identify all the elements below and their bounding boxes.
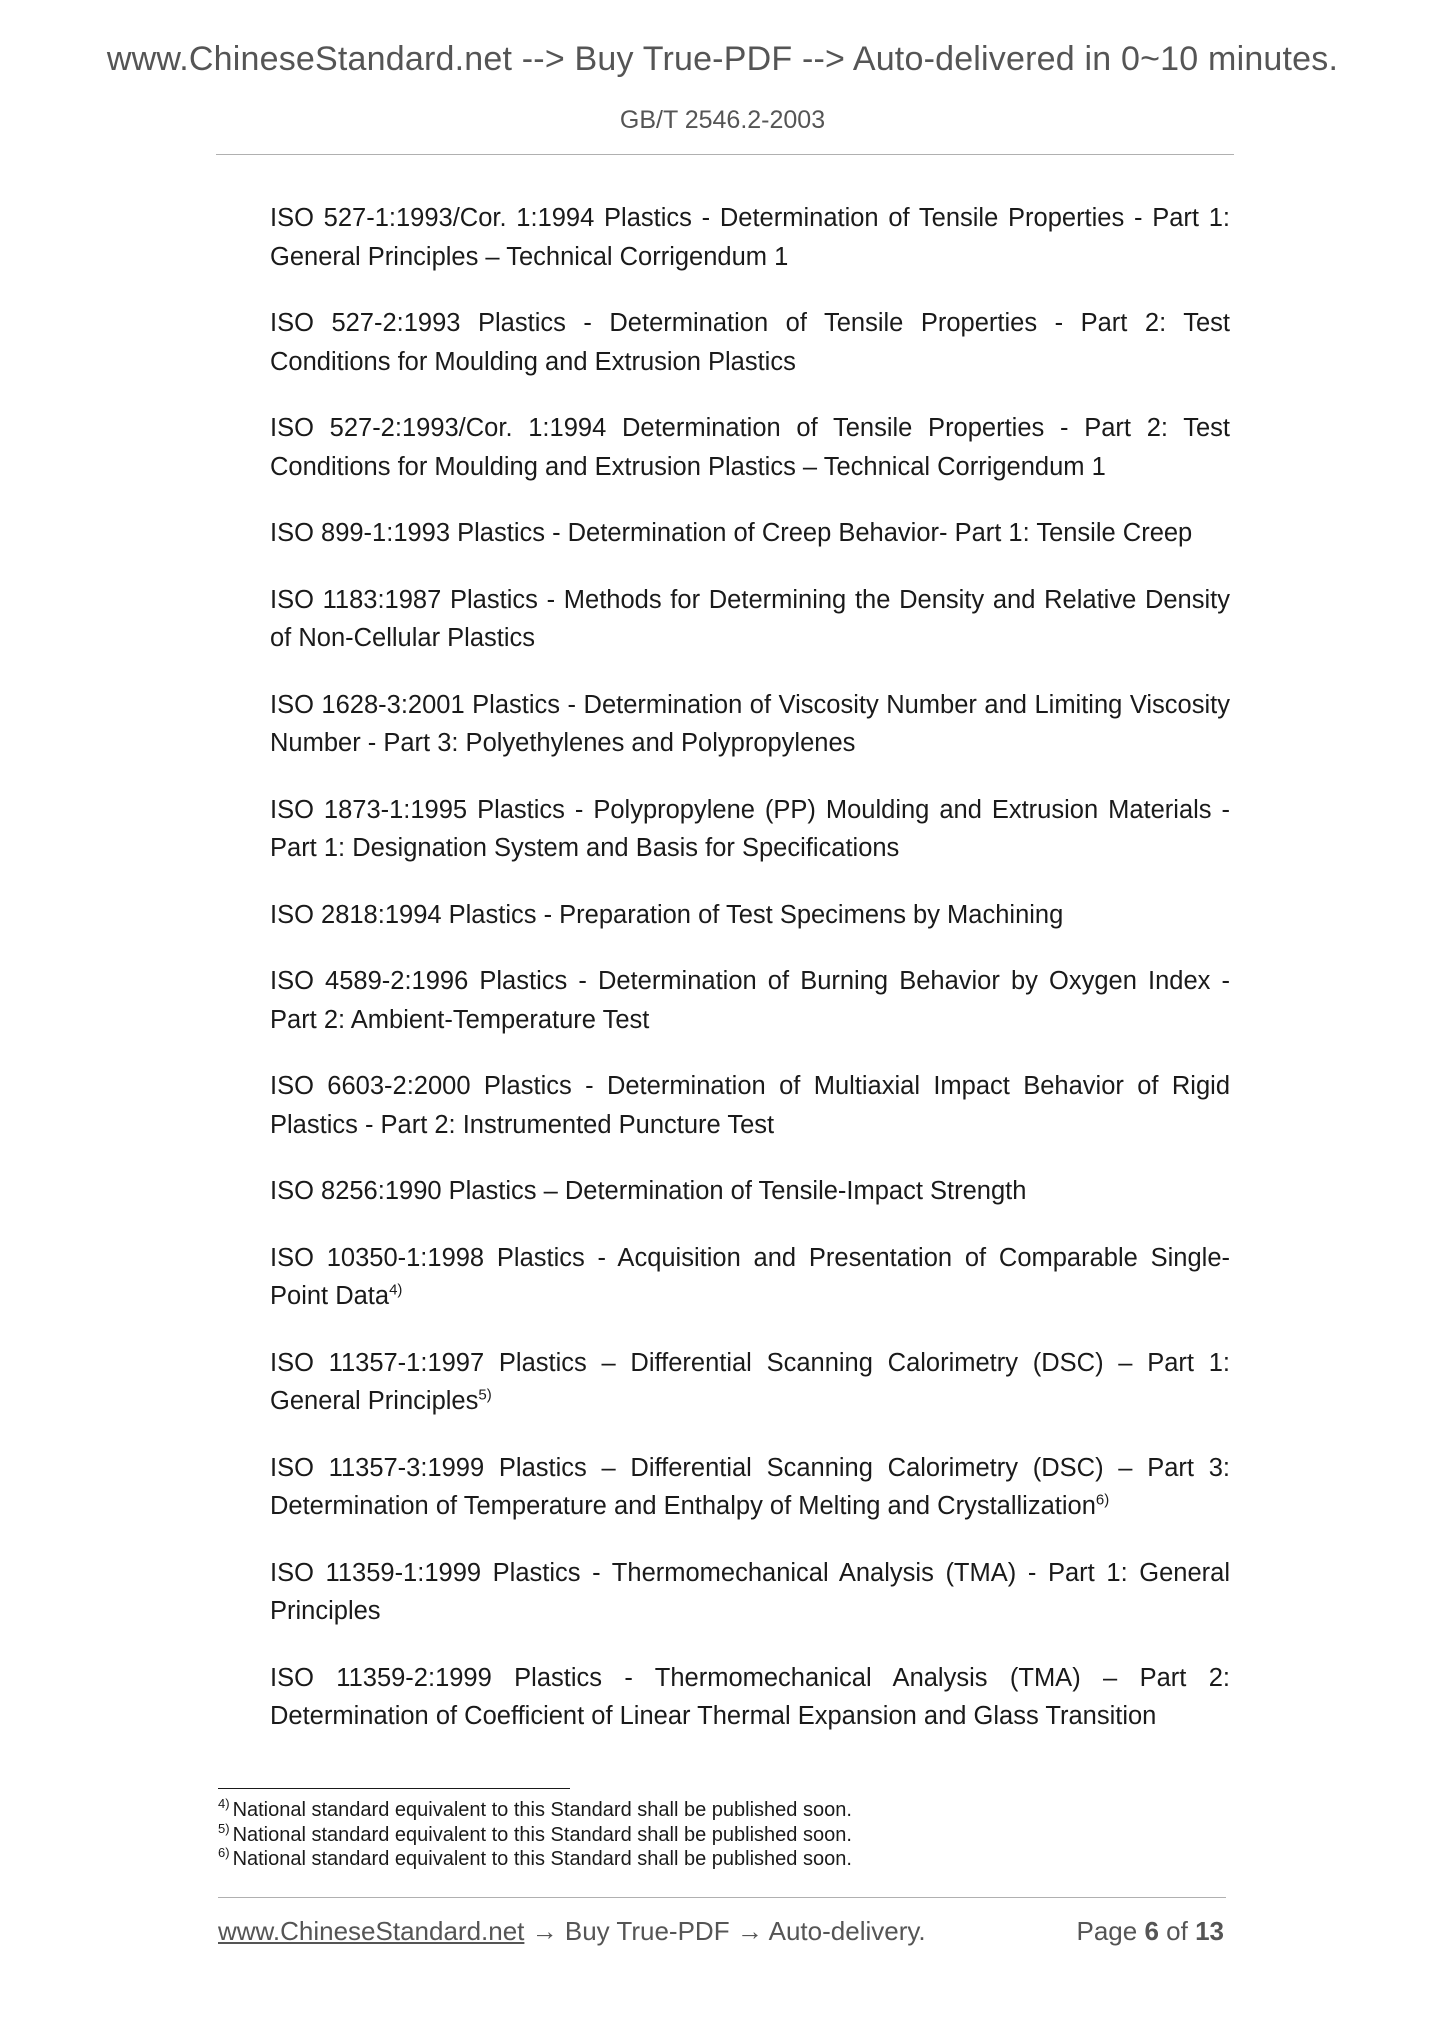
reference-item (270, 581, 1230, 658)
reference-item (270, 1067, 1230, 1144)
reference-item (270, 1344, 1230, 1421)
document-code: GB/T 2546.2-2003 (619, 106, 826, 134)
footnotes-list (218, 1798, 1228, 1872)
reference-item (270, 962, 1230, 1039)
reference-text: ISO 1873-1:1995 Plastics - Polypropylene (PP) Moulding and Extrusion Materials - Part 1: Designation System and Basis for Specifications (270, 795, 1230, 862)
reference-item (270, 1172, 1230, 1211)
reference-item (270, 514, 1230, 553)
header-divider (216, 154, 1234, 155)
footnote-item (218, 1820, 1228, 1848)
reference-text: ISO 11359-1:1999 Plastics - Thermomechanical Analysis (TMA) - Part 1: General Principles (270, 1558, 1230, 1625)
footer-promo (218, 1916, 926, 1947)
reference-text: ISO 11357-3:1999 Plastics – Differential Scanning Calorimetry (DSC) – Part 3: Determination of Temperature and Enthalpy of Melting and Crystallization (270, 1453, 1230, 1520)
reference-item (270, 199, 1230, 276)
reference-text: ISO 1628-3:2001 Plastics - Determination of Viscosity Number and Limiting Viscosity Number - Part 3: Polyethylenes and Polypropylenes (270, 690, 1230, 757)
reference-text: ISO 899-1:1993 Plastics - Determination of Creep Behavior- Part 1: Tensile Creep (270, 519, 1193, 547)
reference-text: ISO 8256:1990 Plastics – Determination of Tensile-Impact Strength (270, 1177, 1027, 1205)
footnote-item (218, 1798, 1228, 1823)
reference-text: ISO 1183:1987 Plastics - Methods for Determining the Density and Relative Density of Non-Cellular Plastics (270, 585, 1230, 652)
footer-buy-text: Buy True-PDF (564, 1916, 730, 1946)
reference-text: ISO 527-1:1993/Cor. 1:1994 Plastics - Determination of Tensile Properties - Part 1: General Principles – Technical Corrigendum 1 (270, 204, 1230, 271)
reference-text: ISO 11359-2:1999 Plastics - Thermomechanical Analysis (TMA) – Part 2: Determination of Coefficient of Linear Thermal Expansion and Glass Transition (270, 1663, 1230, 1730)
footnote-divider (218, 1788, 570, 1789)
footnote-marker: 4) (389, 1281, 403, 1299)
footer-divider (218, 1897, 1226, 1898)
reference-text: ISO 527-2:1993 Plastics - Determination of Tensile Properties - Part 2: Test Conditions for Moulding and Extrusion Plastics (270, 309, 1230, 376)
arrow-right-icon: → (531, 1916, 558, 1946)
reference-text: ISO 527-2:1993/Cor. 1:1994 Determination of Tensile Properties - Part 2: Test Conditions for Moulding and Extrusion Plastics – Technical Corrigendum 1 (270, 414, 1230, 481)
footnote-number: 6) (218, 1845, 230, 1861)
footer-site-link[interactable]: www.ChineseStandard.net (218, 1916, 525, 1946)
reference-text: ISO 4589-2:1996 Plastics - Determination of Burning Behavior by Oxygen Index - Part 2: Ambient-Temperature Test (270, 967, 1230, 1034)
reference-item (270, 896, 1230, 935)
footer-delivery-text: Auto-delivery. (768, 1916, 926, 1946)
reference-text: ISO 10350-1:1998 Plastics - Acquisition and Presentation of Comparable Single-Point Data (270, 1243, 1230, 1310)
reference-item (270, 1449, 1230, 1526)
page-indicator (1076, 1916, 1224, 1947)
reference-text: ISO 11357-1:1997 Plastics – Differential Scanning Calorimetry (DSC) – Part 1: General Principles (270, 1348, 1230, 1415)
reference-item (270, 409, 1230, 486)
footnote-text: National standard equivalent to this Standard shall be published soon. (232, 1848, 852, 1870)
page-current: 6 (1144, 1916, 1159, 1946)
reference-item (270, 304, 1230, 381)
footnote-marker: 6) (1095, 1491, 1110, 1509)
footnote-item (218, 1847, 1228, 1872)
reference-item (270, 791, 1230, 868)
page-label: Page (1076, 1916, 1138, 1946)
reference-item (270, 686, 1230, 763)
normative-references-list (270, 199, 1230, 1764)
site-banner[interactable]: www.ChineseStandard.net --> Buy True-PDF --> Auto-delivered in 0~10 minutes. (106, 40, 1339, 78)
page-of-label: of (1166, 1916, 1188, 1946)
reference-text: ISO 6603-2:2000 Plastics - Determination of Multiaxial Impact Behavior of Rigid Plastics - Part 2: Instrumented Puncture Test (270, 1072, 1230, 1139)
footnote-number: 5) (218, 1820, 230, 1836)
reference-text: ISO 2818:1994 Plastics - Preparation of Test Specimens by Machining (270, 900, 1064, 929)
footnote-marker: 5) (478, 1386, 492, 1404)
footnote-text: National standard equivalent to this Standard shall be published soon. (232, 1799, 852, 1821)
footnote-text: National standard equivalent to this Standard shall be published soon. (232, 1823, 852, 1846)
reference-item (270, 1659, 1230, 1736)
arrow-right-icon: → (736, 1916, 763, 1946)
reference-item (270, 1239, 1230, 1316)
reference-item (270, 1554, 1230, 1631)
footnote-number: 4) (218, 1796, 230, 1812)
page-total: 13 (1195, 1916, 1224, 1946)
page-footer (218, 1916, 1224, 1950)
